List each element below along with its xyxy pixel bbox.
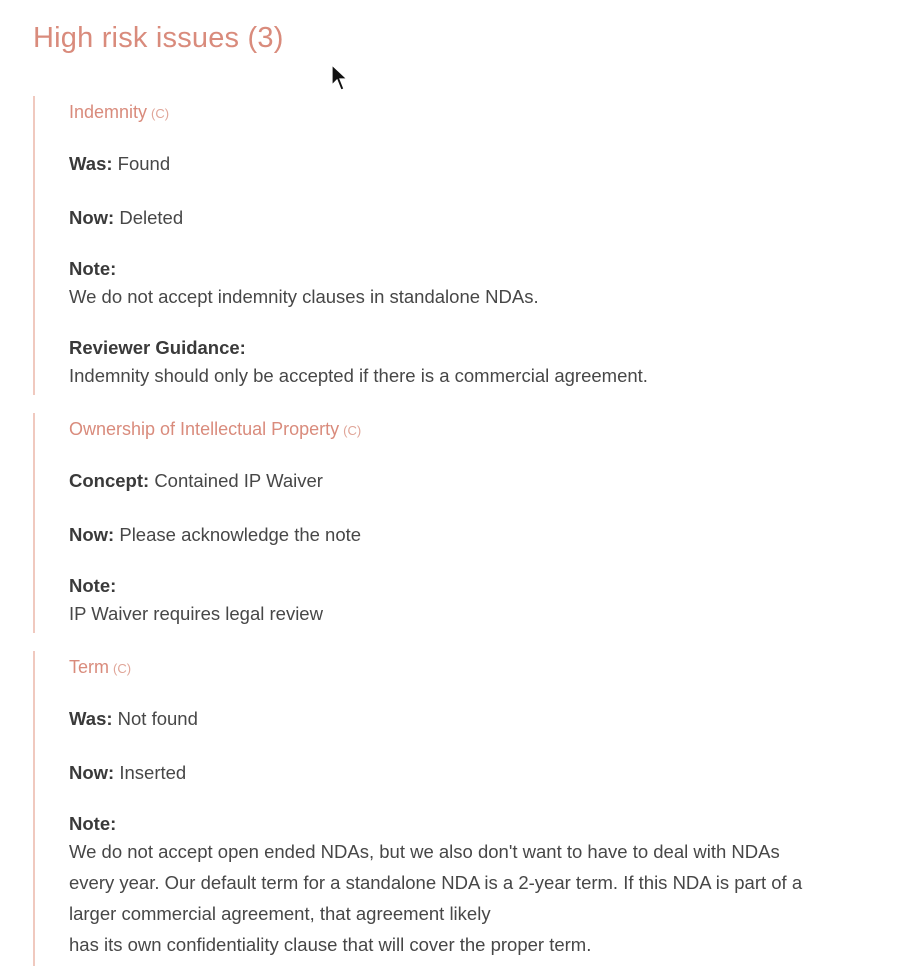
field-label: Was: [69,153,113,174]
field-label: Note: [69,575,117,596]
field-value: Indemnity should only be accepted if there is a commercial agreement. [69,365,648,386]
field-value: Please acknowledge the note [119,524,362,545]
field-note [69,811,893,960]
issue-term [33,651,893,966]
issues-list [33,96,893,966]
page-title: High risk issues (3) [33,22,284,54]
field-now [69,757,893,788]
issue-title[interactable] [69,651,893,681]
issue-tag: (C) [113,661,132,676]
issue-indemnity [33,96,893,395]
field-value: We do not accept indemnity clauses in standalone NDAs. [69,286,539,307]
issue-title[interactable] [69,413,893,443]
field-note [69,256,893,312]
field-value-line: every year. Our default term for a standalone NDA is a 2-year term. If this NDA is part of a [69,872,803,893]
field-value: Inserted [119,762,187,783]
field-label: Note: [69,813,117,834]
issue-title-text: Term [69,657,109,677]
field-label: Now: [69,207,115,228]
field-reviewer-guidance [69,335,893,395]
field-label: Was: [69,708,113,729]
field-was [69,703,893,734]
field-was [69,148,893,179]
issue-tag: (C) [343,423,362,438]
issue-title[interactable] [69,96,893,126]
field-concept [69,465,893,496]
field-value-line: has its own confidentiality clause that will cover the proper term. [69,934,592,955]
field-label: Reviewer Guidance: [69,337,246,358]
field-note [69,573,893,633]
field-value: Contained IP Waiver [154,470,323,491]
field-value: Not found [117,708,198,729]
issue-tag: (C) [151,106,170,121]
field-label: Concept: [69,470,150,491]
field-label: Now: [69,524,115,545]
field-value-line: larger commercial agreement, that agreement likely [69,903,491,924]
field-now [69,202,893,233]
field-label: Note: [69,258,117,279]
field-value: Deleted [119,207,184,228]
issue-title-text: Ownership of Intellectual Property [69,419,340,439]
mouse-pointer-icon [331,64,349,92]
field-value-line: We do not accept open ended NDAs, but we also don't want to have to deal with NDAs [69,841,780,862]
issue-ownership-ip [33,413,893,633]
issue-title-text: Indemnity [69,102,148,122]
field-value: IP Waiver requires legal review [69,603,323,624]
field-now [69,519,893,550]
field-value: Found [117,153,171,174]
field-label: Now: [69,762,115,783]
